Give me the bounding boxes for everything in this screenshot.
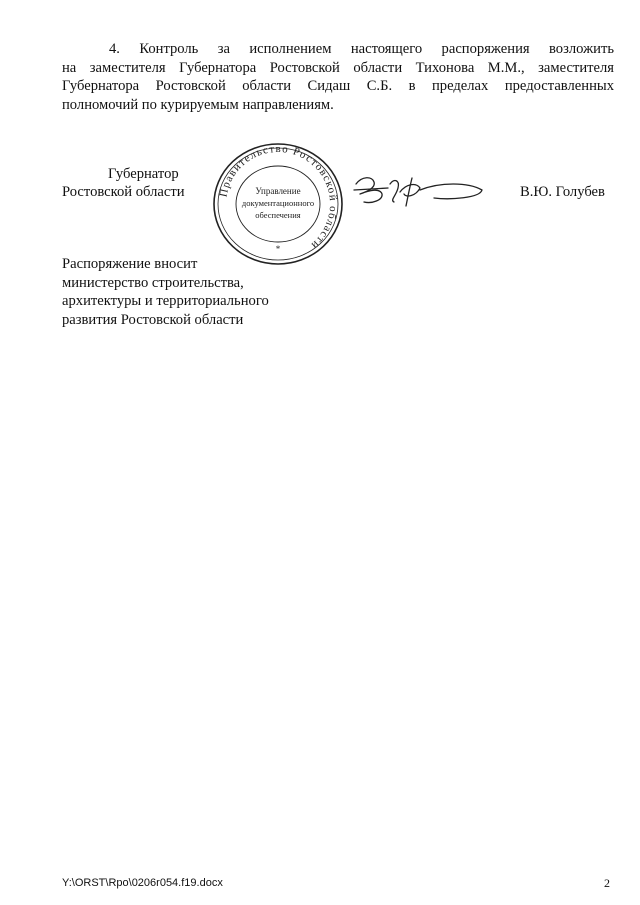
control-paragraph [62, 40, 614, 114]
governor-title-line-2: Ростовской области [62, 184, 185, 200]
footer-file-path: Y:\ORST\Rpo\0206r054.f19.docx [62, 877, 223, 889]
paragraph-line-3: Губернатора Ростовской области Сидаш С.Б. в пределах предоставленных [62, 78, 614, 94]
stamp-inner-line-1: Управление [255, 186, 301, 196]
governor-title-line-1: Губернатор [108, 166, 179, 182]
handwritten-signature [350, 170, 490, 212]
submitter-line-2: министерство строительства, [62, 274, 244, 291]
submitter-line-1: Распоряжение вносит [62, 256, 198, 272]
svg-text:*: * [275, 244, 281, 254]
stamp-inner-line-3: обеспечения [255, 210, 301, 220]
submitter-line-3: архитектуры и территориального [62, 293, 269, 309]
stamp-outer-text: Правительство Ростовской области [217, 142, 340, 252]
paragraph-line-1: 4. Контроль за исполнением настоящего распоряжения возложить [109, 41, 614, 57]
paragraph-line-2: на заместителя Губернатора Ростовской области Тихонова М.М., заместителя [62, 59, 614, 76]
governor-name: В.Ю. Голубев [520, 184, 605, 200]
submitter-line-4: развития Ростовской области [62, 311, 244, 328]
paragraph-line-4: полномочий по курируемым направлениям. [62, 96, 334, 113]
footer-page-number: 2 [604, 876, 610, 890]
stamp-inner-line-2: документационного [241, 198, 315, 208]
submitter-block [62, 255, 269, 329]
official-stamp [208, 140, 348, 268]
